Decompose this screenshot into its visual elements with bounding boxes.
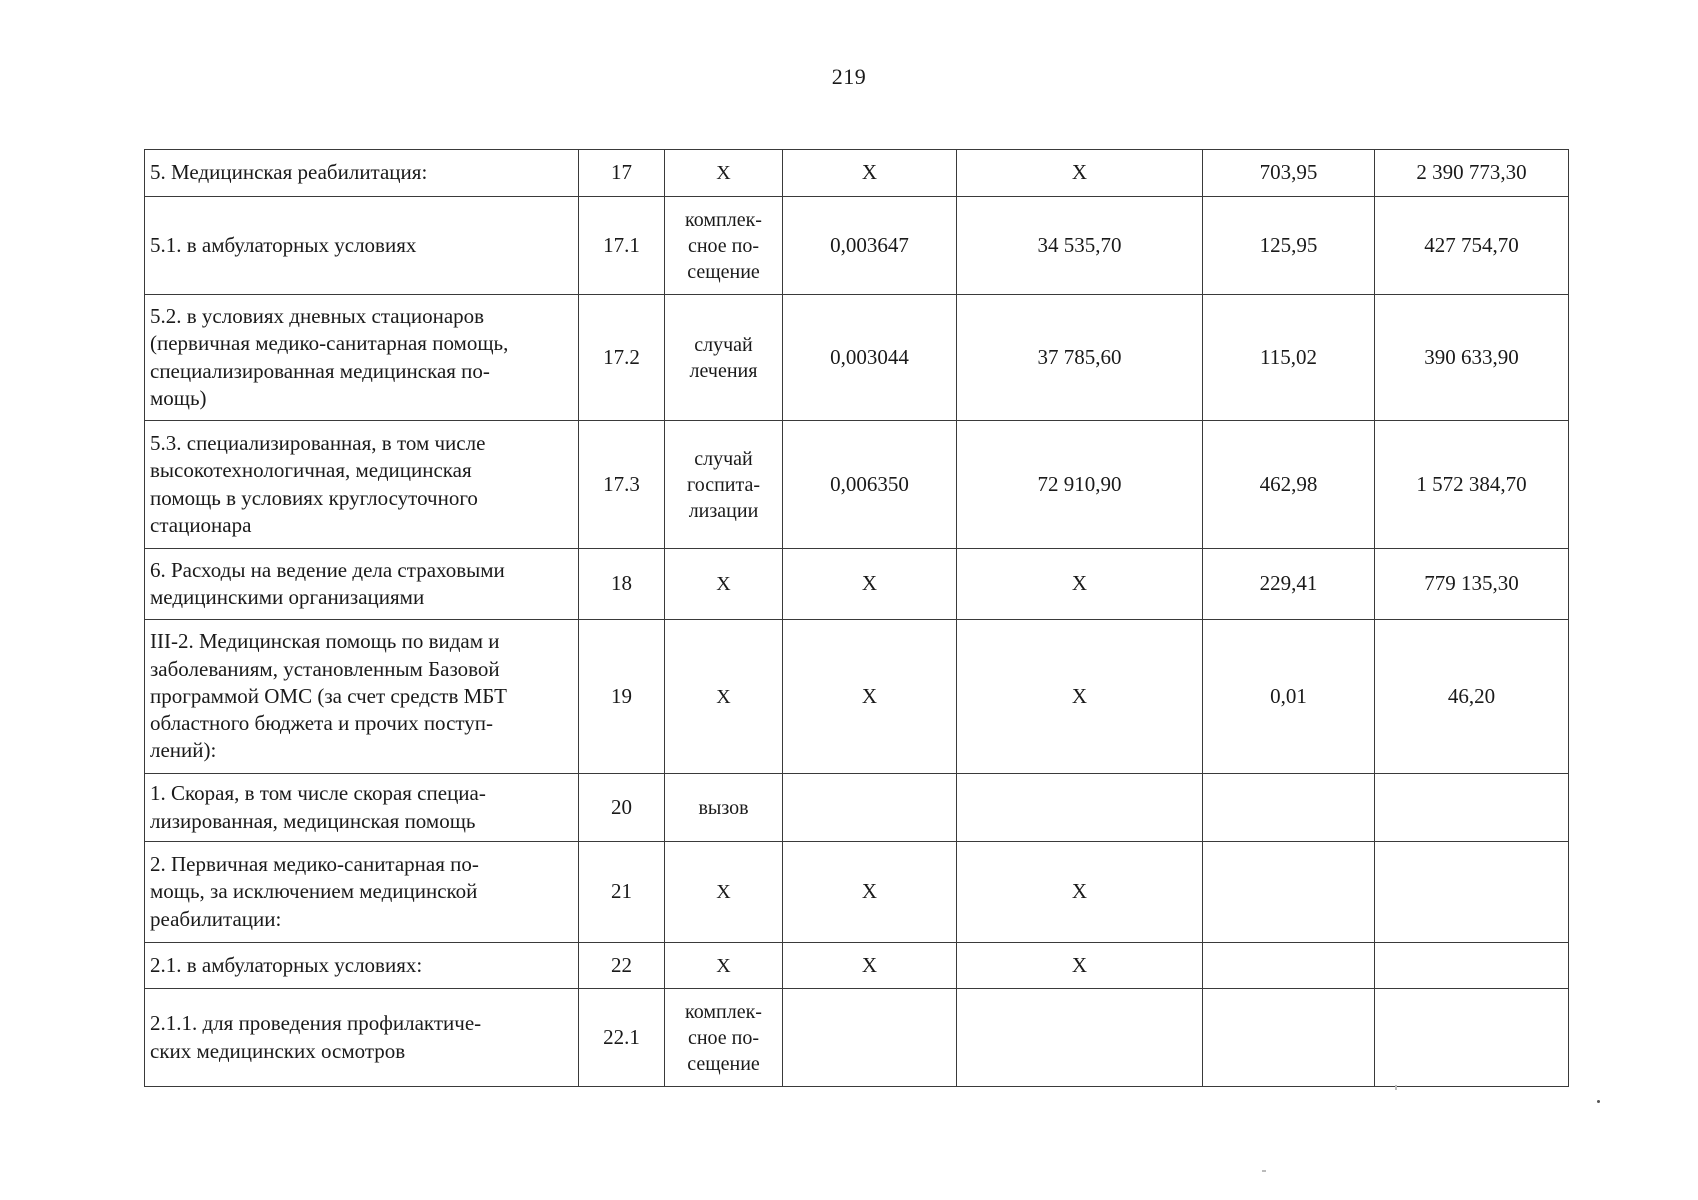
row-line-number: 19 — [579, 620, 665, 774]
scan-speck — [1395, 1085, 1397, 1090]
row-total — [1375, 842, 1569, 943]
row-per-capita: 0,01 — [1203, 620, 1375, 774]
table-row — [145, 295, 1569, 421]
row-per-capita — [1203, 774, 1375, 842]
table-body — [145, 150, 1569, 1087]
row-volume: Х — [783, 150, 957, 197]
row-total — [1375, 943, 1569, 989]
row-line-number: 17.3 — [579, 421, 665, 549]
row-total: 46,20 — [1375, 620, 1569, 774]
row-per-capita: 703,95 — [1203, 150, 1375, 197]
row-per-capita: 229,41 — [1203, 549, 1375, 620]
row-cost: Х — [957, 842, 1203, 943]
row-name: 2.1.1. для проведения профилактиче- ских медицинских осмотров — [145, 989, 579, 1087]
row-cost: Х — [957, 620, 1203, 774]
row-total — [1375, 989, 1569, 1087]
row-line-number: 18 — [579, 549, 665, 620]
row-total: 390 633,90 — [1375, 295, 1569, 421]
row-name: 5.1. в амбулаторных условиях — [145, 197, 579, 295]
row-unit: комплек- сное по- сещение — [665, 989, 783, 1087]
row-name: 2.1. в амбулаторных условиях: — [145, 943, 579, 989]
row-line-number: 20 — [579, 774, 665, 842]
row-unit: вызов — [665, 774, 783, 842]
row-per-capita: 462,98 — [1203, 421, 1375, 549]
row-line-number: 17.2 — [579, 295, 665, 421]
scan-speck — [1597, 1100, 1600, 1103]
row-cost: Х — [957, 549, 1203, 620]
row-volume: Х — [783, 620, 957, 774]
row-name: III-2. Медицинская помощь по видам и заболеваниям, установленным Базовой программой ОМС (за счет средств МБТ областного бюджета и прочих поступ- лений): — [145, 620, 579, 774]
row-line-number: 22 — [579, 943, 665, 989]
table-row — [145, 842, 1569, 943]
row-line-number: 17.1 — [579, 197, 665, 295]
row-cost — [957, 774, 1203, 842]
row-total: 2 390 773,30 — [1375, 150, 1569, 197]
row-unit: Х — [665, 943, 783, 989]
table-row — [145, 620, 1569, 774]
row-line-number: 17 — [579, 150, 665, 197]
row-name: 2. Первичная медико-санитарная по- мощь, за исключением медицинской реабилитации: — [145, 842, 579, 943]
row-per-capita: 115,02 — [1203, 295, 1375, 421]
row-volume: Х — [783, 549, 957, 620]
row-unit: Х — [665, 150, 783, 197]
row-per-capita — [1203, 842, 1375, 943]
page-number: 219 — [831, 64, 867, 89]
table-row — [145, 549, 1569, 620]
row-unit: Х — [665, 842, 783, 943]
row-cost: 34 535,70 — [957, 197, 1203, 295]
financing-table — [144, 149, 1569, 1087]
row-name: 1. Скорая, в том числе скорая специа- лизированная, медицинская помощь — [145, 774, 579, 842]
row-unit: случай лечения — [665, 295, 783, 421]
row-volume: 0,003044 — [783, 295, 957, 421]
row-total: 1 572 384,70 — [1375, 421, 1569, 549]
row-volume: 0,003647 — [783, 197, 957, 295]
row-unit: случай госпита- лизации — [665, 421, 783, 549]
row-total — [1375, 774, 1569, 842]
row-line-number: 21 — [579, 842, 665, 943]
row-name: 6. Расходы на ведение дела страховыми медицинскими организациями — [145, 549, 579, 620]
row-total: 427 754,70 — [1375, 197, 1569, 295]
row-cost: Х — [957, 943, 1203, 989]
table-row — [145, 150, 1569, 197]
row-volume: Х — [783, 842, 957, 943]
row-volume — [783, 989, 957, 1087]
row-cost: 72 910,90 — [957, 421, 1203, 549]
row-line-number: 22.1 — [579, 989, 665, 1087]
row-unit: комплек- сное по- сещение — [665, 197, 783, 295]
row-per-capita: 125,95 — [1203, 197, 1375, 295]
row-volume: 0,006350 — [783, 421, 957, 549]
table-row — [145, 989, 1569, 1087]
row-cost: 37 785,60 — [957, 295, 1203, 421]
row-per-capita — [1203, 943, 1375, 989]
row-volume — [783, 774, 957, 842]
row-unit: Х — [665, 549, 783, 620]
row-name: 5.3. специализированная, в том числе высокотехнологичная, медицинская помощь в условиях круглосуточного стационара — [145, 421, 579, 549]
table-row — [145, 197, 1569, 295]
row-per-capita — [1203, 989, 1375, 1087]
scan-speck — [1262, 1170, 1266, 1172]
row-total: 779 135,30 — [1375, 549, 1569, 620]
row-volume: Х — [783, 943, 957, 989]
table-row — [145, 774, 1569, 842]
table-row — [145, 943, 1569, 989]
row-cost — [957, 989, 1203, 1087]
row-name: 5. Медицинская реабилитация: — [145, 150, 579, 197]
row-unit: Х — [665, 620, 783, 774]
row-cost: Х — [957, 150, 1203, 197]
table-row — [145, 421, 1569, 549]
row-name: 5.2. в условиях дневных стационаров (первичная медико-санитарная помощь, специализированная медицинская по- мощь) — [145, 295, 579, 421]
